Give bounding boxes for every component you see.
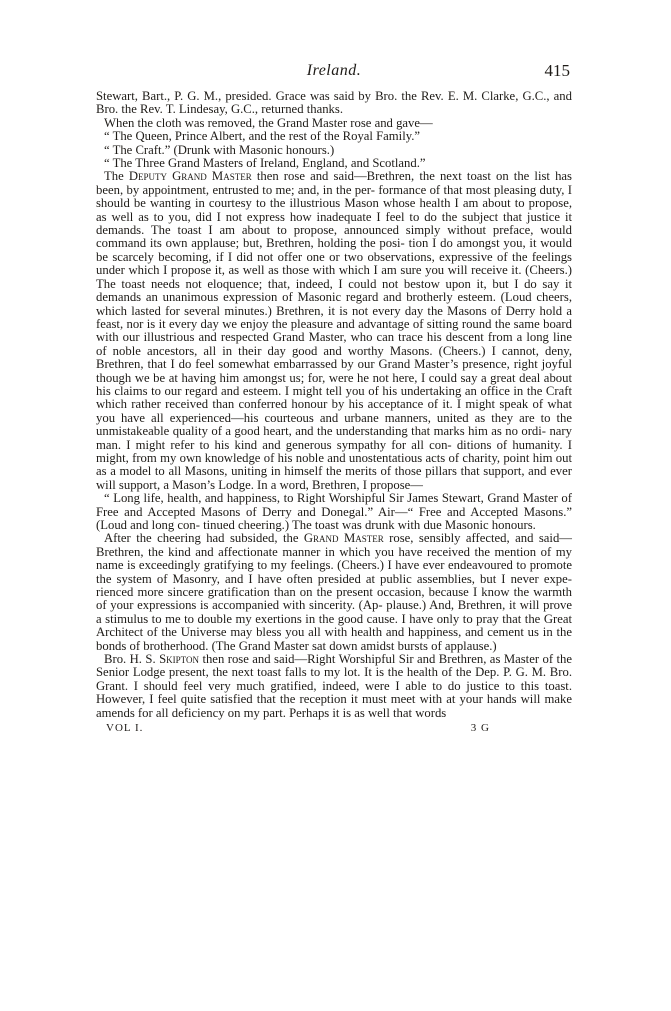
- body-text: [96, 90, 572, 720]
- toast-three-grand-masters: “ The Three Grand Masters of Ireland, England, and Scotland.”: [104, 156, 426, 171]
- page-number: 415: [544, 61, 570, 80]
- toast-sir-james-stewart: “ Long life, health, and happiness, to Right Worshipful Sir James Stewart, Grand Master of Free and Accepted Masons of Derry and Donegal.” Air—“ Free and Accepted Masons.” (Loud and long con- tinued cheering.) The toast was drunk with due Masonic honours.: [96, 491, 572, 532]
- toast-craft: “ The Craft.” (Drunk with Masonic honours.): [104, 142, 335, 157]
- running-head: [96, 60, 572, 90]
- paragraph-skipton-speech: Bro. H. S. Skipton then rose and said—Right Worshipful Sir and Brethren, as Master of the Senior Lodge present, the next toast falls to my lot. It is the health of the Dep. P. G. M. Bro. Grant. I should feel very much gratified, indeed, were I able to do justice to this toast. However, I feel quite satisfied that the reception it must meet with at your hands will make amends for all deficiency on my part. Perhaps it is as well that words: [96, 652, 572, 720]
- paragraph-grand-master-reply: After the cheering had subsided, the Grand Master rose, sensibly affected, and said—Brethren, the kind and affectionate manner in which you have received the mention of my name is exceedingly gratifying to my feelings. (Cheers.) I have ever endeavoured to promote the system of Masonry, and I have often presided at public assemblies, but I never expe- rienced more sincere gratification than on the present occasion, because I know the warmth of your expressions is accompanied with sincerity. (Ap- plause.) And, Brethren, it will prove a stimulus to me to double my exertions in the good cause. I have only to pray that the Great Architect of the Universe may bless you all with health and happiness, and cement us in the bonds of brotherhood. (The Grand Master sat down amidst bursts of applause.): [96, 531, 572, 653]
- paragraph-cloth-removed: When the cloth was removed, the Grand Master rose and gave—: [104, 115, 433, 130]
- running-title: Ireland.: [306, 62, 362, 79]
- toast-queen: “ The Queen, Prince Albert, and the rest of the Royal Family.”: [104, 129, 421, 144]
- volume-signature: VOL I.: [106, 722, 144, 735]
- book-page: [96, 60, 572, 738]
- paragraph-deputy-grand-master-speech: The Deputy Grand Master then rose and said—Brethren, the next toast on the list has been, by appointment, entrusted to me; and, in the per- formance of that most pleasing duty, I should be wanting in courtesy to the illustrious Mason whose health I am about to propose, as well as to you, did I not express how inadequate I feel to do the subject that justice it demands. The toast I am about to propose, announced simply without preface, would command its own applause; but, Brethren, holding the posi- tion I do amongst you, it would be scarcely becoming, if I did not offer one or two observations, expressive of the feelings under which I propose it, as well as those with which I am sure you will receive it. (Cheers.) The toast needs not eloquence; that, indeed, I could not bestow upon it, but I do say it demands an unanimous expression of Masonic regard and brotherly esteem. (Loud cheers, which lasted for several minutes.) Brethren, it is not every day the Masons of Derry hold a feast, nor is it every day we enjoy the pleasure and advantage of sitting round the same board with our illustrious and respected Grand Master, who can trace his descent from a long line of noble ancestors, all in their day good and worthy Masons. (Cheers.) I cannot, deny, Brethren, that I do feel somewhat embarrassed by our Grand Master’s presence, right joyful though we be at having him amongst us; for, were he not here, I could say a great deal about his claims to our regard and esteem. I might tell you of his undertaking an office in the Craft which rather received than conferred honour by his acceptance of it. I might speak of what you have all experienced—his courteous and urbane manners, united as they are to the unmistakeable quality of a good heart, and the understanding that marks him as no ordi- nary man. I might refer to his kind and generous sympathy for all con- ditions of humanity. I might, from my own knowledge of his noble and unostentatious acts of charity, point him out as a model to all Masons, uniting in himself the merits of those pillars that support, and ever will support, a Mason’s Lodge. In a word, Brethren, I propose—: [96, 169, 572, 492]
- paragraph-opening: Stewart, Bart., P. G. M., presided. Grace was said by Bro. the Rev. E. M. Clarke, G.C., and Bro. the Rev. T. Lindesay, G.C., returned thanks.: [96, 89, 572, 117]
- page-footer: [96, 722, 572, 738]
- sheet-signature-mark: 3 G: [470, 722, 490, 735]
